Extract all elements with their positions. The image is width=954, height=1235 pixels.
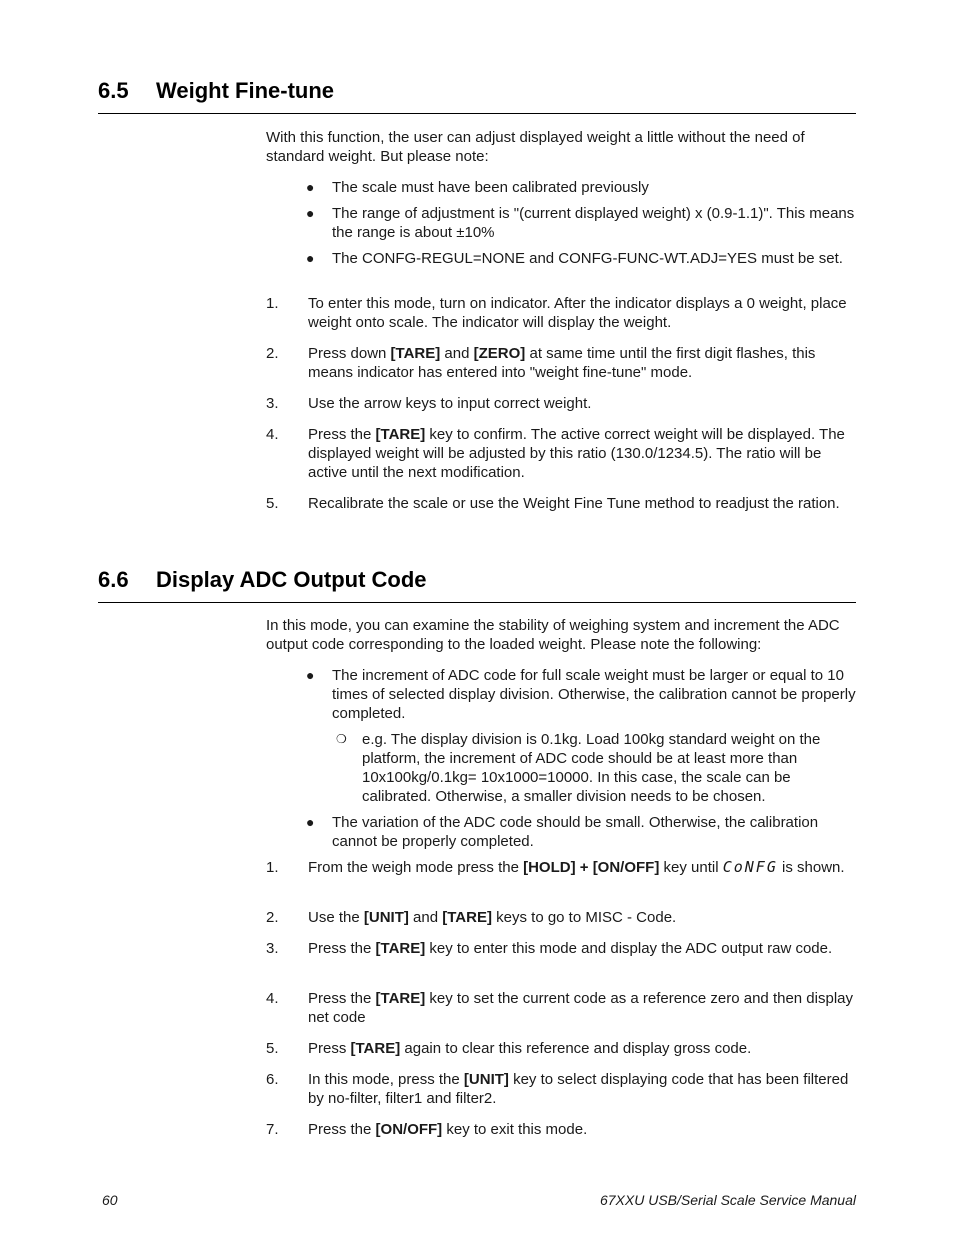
step-number: 4. [266,990,279,1007]
section-number: 6.6 [98,567,129,592]
step-text: Press the [TARE] key to set the current code as a reference zero and then display net code [308,990,853,1026]
bullet-icon: ● [306,250,315,266]
page-number: 60 [102,1192,118,1208]
intro-paragraph: In this mode, you can examine the stability of weighing system and increment the ADC output code corresponding to the loaded weight. Please note the following: [266,617,840,653]
step-number: 6. [266,1071,279,1088]
section-number: 6.5 [98,78,129,103]
step-text: Press the [TARE] key to enter this mode and display the ADC output raw code. [308,940,833,957]
bullet-icon: ● [306,667,315,683]
step-text: Press [TARE] again to clear this reference and display gross code. [308,1040,752,1057]
step-text: In this mode, press the [UNIT] key to select displaying code that has been filtered by no-filter, filter1 and filter2. [308,1071,849,1107]
key-label: [HOLD] + [ON/OFF] [523,859,660,876]
step-text: Press down [TARE] and [ZERO] at same time until the first digit flashes, this means indicator has entered into "weight fine-tune" mode. [308,345,816,381]
step-text: From the weigh mode press the [HOLD] + [ON/OFF] key until CoNFG is shown. [308,858,845,876]
step-text: Use the arrow keys to input correct weight. [308,395,592,412]
step-number: 1. [266,859,279,876]
step-number: 7. [266,1121,279,1138]
bullet-text: The range of adjustment is "(current displayed weight) x (0.9-1.1)". This means the range is about ±10% [332,205,855,241]
key-label: [TARE] [350,1040,401,1057]
key-label: [UNIT] [463,1071,509,1088]
step-number: 2. [266,909,279,926]
key-label: [UNIT] [363,909,409,926]
key-label: [TARE] [375,990,426,1007]
hollow-bullet-icon: ❍ [336,732,347,746]
bullet-text: The scale must have been calibrated previously [332,179,649,196]
step-text: Recalibrate the scale or use the Weight Fine Tune method to readjust the ration. [308,495,840,512]
section-title: Display ADC Output Code [156,567,427,592]
display-code: CoNFG [722,858,778,876]
key-label: [ON/OFF] [375,1121,443,1138]
key-label: [TARE] [442,909,492,926]
key-label: [TARE] [375,426,426,443]
section-heading-6-5 [98,78,856,114]
step-text: Press the [TARE] key to confirm. The active correct weight will be displayed. The displayed weight will be adjusted by this ratio (130.0/1234.5). The ratio will be active until the next modification. [308,426,845,481]
step-number: 3. [266,940,279,957]
step-number: 5. [266,1040,279,1057]
intro-paragraph: With this function, the user can adjust displayed weight a little without the need of standard weight. But please note: [266,129,805,165]
step-number: 5. [266,495,279,512]
section-heading-6-6 [98,567,856,603]
bullet-text: The increment of ADC code for full scale weight must be larger or equal to 10 times of selected display division. Otherwise, the calibration cannot be properly completed. [332,667,856,722]
step-number: 4. [266,426,279,443]
bullet-icon: ● [306,179,315,195]
key-label: [TARE] [390,345,441,362]
section-title: Weight Fine-tune [156,78,335,103]
bullet-icon: ● [306,814,315,830]
step-number: 2. [266,345,279,362]
key-label: [ZERO] [473,345,526,362]
step-number: 3. [266,395,279,412]
bullet-icon: ● [306,205,315,221]
sub-bullet-text: e.g. The display division is 0.1kg. Load 100kg standard weight on the platform, the increment of ADC code should be at least more than 10x100kg/0.1kg= 10x1000=10000. In this case, the scale can be calibrated. Otherwise, a smaller division needs to be chosen. [362,731,821,805]
step-text: Use the [UNIT] and [TARE] keys to go to MISC - Code. [308,909,677,926]
step-text: Press the [ON/OFF] key to exit this mode. [308,1121,588,1138]
manual-title: 67XXU USB/Serial Scale Service Manual [599,1192,856,1208]
bullet-text: The CONFG-REGUL=NONE and CONFG-FUNC-WT.ADJ=YES must be set. [332,250,843,267]
step-text: To enter this mode, turn on indicator. After the indicator displays a 0 weight, place weight onto scale. The indicator will display the weight. [308,295,847,331]
bullet-text: The variation of the ADC code should be small. Otherwise, the calibration cannot be properly completed. [332,814,819,850]
step-number: 1. [266,295,279,312]
key-label: [TARE] [375,940,426,957]
